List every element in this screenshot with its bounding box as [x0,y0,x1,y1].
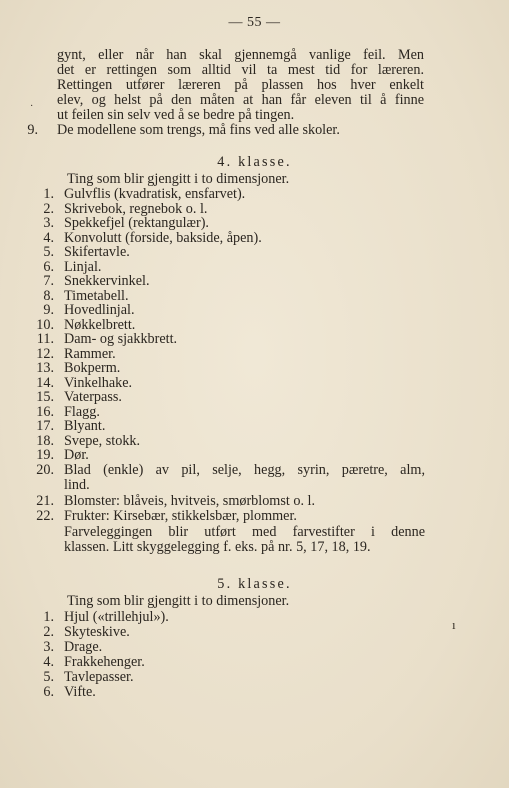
item-number: 2. [43,200,54,217]
item-number: 4. [43,654,54,670]
item-number: 18. [36,432,54,449]
item-text: Hjul («trillehjul»). [64,609,169,625]
item-text-continuation: lind. [64,477,90,493]
item-text: Vinkelhake. [64,374,133,391]
item-text: Rammer. [64,345,116,362]
note-line: Farveleggingen blir utført med farvestifter i denne [64,524,425,540]
item-number: 16. [36,403,54,420]
item-text: Nøkkelbrett. [64,316,136,333]
item-text: Timetabell. [64,287,129,304]
item-number: 11. [36,331,54,347]
item-number: 6. [43,684,54,700]
item-text: Tavlepasser. [64,669,134,685]
item-text: Snekkervinkel. [64,273,150,289]
item-text: Drage. [64,639,103,655]
item-text: Hovedlinjal. [64,302,135,318]
item-number: 8. [43,287,54,304]
stray-print-mark: ı [452,617,456,632]
item-number: 6. [43,258,54,275]
item-number: 2. [43,624,54,640]
intro-line: gynt, eller når han skal gjennemgå vanlige feil. Men [57,47,424,63]
item-text: Dam- og sjakkbrett. [64,331,178,347]
item-text: Skifertavle. [64,244,130,260]
item-number: 19. [36,447,54,463]
page-number: — 55 — [228,15,281,30]
item-text: Vaterpass. [64,389,122,405]
point-number: 9. [27,122,38,138]
item-number: 3. [43,215,54,231]
item-number: 1. [43,609,54,625]
item-number: 15. [36,389,54,405]
item-number: 21. [36,493,54,509]
note-line: klassen. Litt skyggelegging f. eks. på nr. 5, 17, 18, 19. [64,539,371,555]
item-number: 12. [36,345,54,362]
item-number: 13. [36,360,54,376]
item-text: Flagg. [64,403,100,420]
intro-line: ut feilen sin selv ved å se bedre på tingen. [57,107,295,123]
item-number: 7. [43,273,54,289]
item-text: Spekkefjel (rektangulær). [64,215,209,231]
intro-line: Rettingen utfører læreren på plassen hos hver enkelt [57,77,424,93]
item-text: Skyteskive. [64,624,130,640]
item-number: 3. [43,639,54,655]
item-text: Svepe, stokk. [64,432,141,449]
section-heading-class4: 4. klasse. [217,154,292,170]
item-number: 9. [43,302,54,318]
item-number: 14. [36,374,54,391]
item-number: 22. [36,508,54,524]
intro-line: det er rettingen som alltid vil ta mest tid for læreren. [57,62,424,78]
intro-line: elev, og helst på den måten at han får eleven til å finne [57,92,424,108]
item-text: Skrivebok, regnebok o. l. [64,200,208,217]
section-subtitle: Ting som blir gjengitt i to dimensjoner. [67,593,290,609]
item-text: Blyant. [64,418,106,434]
item-text: Blomster: blåveis, hvitveis, smørblomst o. l. [64,493,316,509]
item-text: Linjal. [64,258,102,275]
section-subtitle: Ting som blir gjengitt i to dimensjoner. [67,171,290,187]
item-number: 10. [36,316,54,333]
item-text: Blad (enkle) av pil, selje, hegg, syrin, pæretre, alm, [64,462,425,478]
item-text: Konvolutt (forside, bakside, åpen). [64,229,262,246]
item-text: Dør. [64,447,89,463]
item-number: 5. [43,669,54,685]
item-text: Gulvflis (kvadratisk, ensfarvet). [64,186,246,202]
item-text: Bokperm. [64,360,121,376]
section-heading-class5: 5. klasse. [217,576,292,592]
item-text: Frukter: Kirsebær, stikkelsbær, plommer. [64,508,297,524]
stray-print-mark: · [30,101,34,112]
item-number: 17. [36,418,54,434]
item-number: 20. [36,462,54,478]
item-number: 4. [43,229,54,246]
point-text: De modellene som trengs, må fins ved alle skoler. [57,122,340,138]
item-number: 5. [43,244,54,260]
item-text: Frakkehenger. [64,654,145,670]
item-text: Vifte. [64,684,96,700]
item-number: 1. [43,186,54,202]
